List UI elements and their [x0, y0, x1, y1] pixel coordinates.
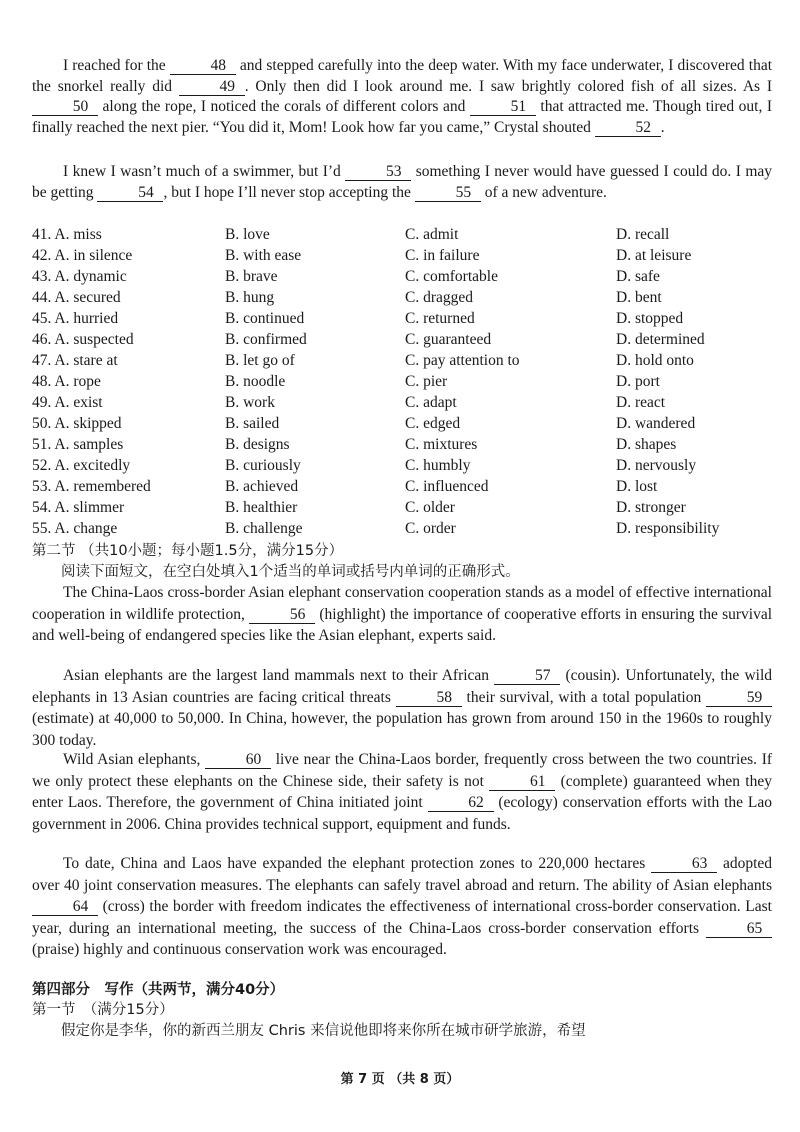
cloze-text: .: [660, 118, 665, 136]
cloze-paragraph-1: [32, 56, 772, 138]
option-c: C. pay attention to: [405, 352, 520, 369]
passage-text: (highlight) the importance of cooperative efforts in ensuring the survival and well-being of endangered species like the Asian elephant, experts said.: [32, 605, 773, 644]
option-row: [32, 476, 772, 497]
option-b: B. with ease: [225, 247, 302, 264]
passage-text: Asian elephants are the largest land mammals next to their African: [63, 667, 490, 684]
option-a: 52. A. excitedly: [32, 457, 131, 474]
cloze-paragraph-2: [32, 162, 772, 203]
cloze-text: of a new adventure.: [484, 183, 607, 201]
option-c: C. order: [405, 520, 456, 537]
cloze-text: that attracted me. Though tired out, I finally reached the next pier. “You did it, Mom! Look how far you came,” Crystal shouted: [32, 98, 773, 136]
option-row: [32, 350, 772, 371]
option-row: [32, 434, 772, 455]
option-d: D. recall: [616, 226, 670, 243]
option-row: [32, 245, 772, 266]
option-row: [32, 455, 772, 476]
option-b: B. love: [225, 226, 270, 243]
blank-61: 61: [489, 773, 555, 791]
option-c: C. older: [405, 499, 455, 516]
option-c: C. humbly: [405, 457, 471, 474]
passage-text: (praise) highly and continuous conservation work was encouraged.: [32, 941, 447, 958]
option-d: D. wandered: [616, 415, 696, 432]
passage-paragraph-2: [32, 665, 772, 751]
option-b: B. curiously: [225, 457, 301, 474]
option-d: D. port: [616, 373, 660, 390]
option-b: B. challenge: [225, 520, 303, 537]
option-row: [32, 392, 772, 413]
option-c: C. adapt: [405, 394, 457, 411]
passage-text: To date, China and Laos have expanded the elephant protection zones to 220,000 hectares: [63, 855, 646, 872]
cloze-text: . Only then did I look around me. I saw brightly colored fish of all sizes. As I: [244, 77, 772, 95]
option-row: [32, 518, 772, 539]
blank-53: 53: [345, 163, 411, 181]
answer-options: [32, 224, 772, 539]
passage-paragraph-1: [32, 582, 772, 647]
option-a: 42. A. in silence: [32, 247, 133, 264]
part4-section1: 第一节 （满分15分）: [32, 1002, 174, 1018]
option-row: [32, 287, 772, 308]
section2-heading: 第二节 （共10小题；每小题1.5分，满分15分）: [32, 543, 344, 559]
option-row: [32, 371, 772, 392]
option-d: D. stopped: [616, 310, 684, 327]
option-c: C. influenced: [405, 478, 489, 495]
blank-65: 65: [706, 920, 772, 938]
option-c: C. guaranteed: [405, 331, 492, 348]
page-footer: 第 7 页 （共 8 页）: [340, 1072, 460, 1087]
blank-52: 52: [595, 119, 661, 137]
passage-text: adopted over 40 joint conservation measures. The elephants can safely travel abroad and return. The ability of Asian elephants: [32, 855, 773, 894]
option-b: B. brave: [225, 268, 278, 285]
option-row: [32, 413, 772, 434]
cloze-text: I reached for the: [63, 57, 166, 74]
option-b: B. designs: [225, 436, 290, 453]
option-c: C. returned: [405, 310, 475, 327]
option-d: D. determined: [616, 331, 705, 348]
option-b: B. let go of: [225, 352, 295, 369]
part4-heading: 第四部分 写作（共两节，满分40分）: [32, 982, 285, 998]
option-c: C. in failure: [405, 247, 480, 264]
option-d: D. shapes: [616, 436, 677, 453]
passage-paragraph-4: [32, 853, 772, 961]
option-b: B. healthier: [225, 499, 298, 516]
option-d: D. hold onto: [616, 352, 694, 369]
option-d: D. responsibility: [616, 520, 720, 537]
passage-paragraph-3: [32, 749, 772, 835]
option-row: [32, 497, 772, 518]
option-c: C. mixtures: [405, 436, 478, 453]
option-c: C. admit: [405, 226, 459, 243]
blank-58: 58: [396, 689, 462, 707]
option-a: 46. A. suspected: [32, 331, 134, 348]
passage-text: (cousin). Unfortunately, the wild elephants in 13 Asian countries are facing critical threats: [32, 667, 773, 706]
section2-instruction: 阅读下面短文，在空白处填入1个适当的单词或括号内单词的正确形式。: [61, 564, 520, 580]
blank-55: 55: [415, 184, 481, 202]
option-a: 49. A. exist: [32, 394, 103, 411]
option-d: D. bent: [616, 289, 662, 306]
option-a: 44. A. secured: [32, 289, 121, 306]
passage-text: (ecology) conservation efforts with the Lao government in 2006. China provides technical support, equipment and funds.: [32, 794, 772, 833]
option-b: B. work: [225, 394, 275, 411]
passage-text: (cross) the border with freedom indicates the effectiveness of international cross-border conservation. Last year, during an international meeting, the success of the China-Laos cross-border conservation efforts: [32, 898, 772, 937]
option-row: [32, 224, 772, 245]
option-a: 45. A. hurried: [32, 310, 119, 327]
blank-48: 48: [170, 57, 236, 75]
option-d: D. nervously: [616, 457, 697, 474]
blank-54: 54: [97, 184, 163, 202]
option-row: [32, 329, 772, 350]
passage-text: live near the China-Laos border, frequently cross between the two countries. If we only protect these elephants on the Chinese side, their safety is not: [32, 751, 773, 790]
option-c: C. comfortable: [405, 268, 498, 285]
blank-56: 56: [249, 606, 315, 624]
option-a: 41. A. miss: [32, 226, 102, 243]
blank-59: 59: [706, 689, 772, 707]
passage-text: their survival, with a total population: [466, 688, 702, 706]
option-a: 47. A. stare at: [32, 352, 118, 369]
option-c: C. edged: [405, 415, 461, 432]
option-a: 50. A. skipped: [32, 415, 122, 432]
passage-text: (complete) guaranteed when they enter Laos. Therefore, the government of China initiated joint: [32, 772, 772, 811]
cloze-text: and stepped carefully into the deep water. With my face underwater, I discovered that the snorkel really did: [32, 57, 773, 95]
blank-49: 49: [179, 78, 245, 96]
option-a: 54. A. slimmer: [32, 499, 125, 516]
option-b: B. continued: [225, 310, 305, 327]
option-row: [32, 308, 772, 329]
option-a: 43. A. dynamic: [32, 268, 127, 285]
cloze-text: , but I hope I’ll never stop accepting the: [163, 183, 411, 201]
option-b: B. hung: [225, 289, 275, 306]
option-b: B. noodle: [225, 373, 286, 390]
blank-64: 64: [32, 898, 98, 916]
option-a: 55. A. change: [32, 520, 118, 537]
option-d: D. react: [616, 394, 666, 411]
option-row: [32, 266, 772, 287]
option-d: D. lost: [616, 478, 658, 495]
option-b: B. achieved: [225, 478, 299, 495]
option-d: D. at leisure: [616, 247, 692, 264]
blank-57: 57: [494, 667, 560, 685]
passage-text: The China-Laos cross-border Asian elephant conservation cooperation stands as a model of effective international cooperation in wildlife protection,: [32, 584, 772, 623]
writing-prompt: 假定你是李华，你的新西兰朋友 Chris 来信说他即将来你所在城市研学旅游，希望: [61, 1023, 586, 1039]
cloze-text: something I never would have guessed I could do. I may be getting: [32, 163, 773, 201]
blank-51: 51: [470, 98, 536, 116]
option-b: B. sailed: [225, 415, 280, 432]
blank-62: 62: [428, 794, 494, 812]
blank-60: 60: [205, 751, 271, 769]
option-a: 51. A. samples: [32, 436, 124, 453]
blank-63: 63: [651, 855, 717, 873]
cloze-text: along the rope, I noticed the corals of different colors and: [102, 98, 466, 116]
passage-text: (estimate) at 40,000 to 50,000. In China, however, the population has grown from around 150 in the 1960s to roughly 300 today.: [32, 710, 772, 749]
option-d: D. stronger: [616, 499, 686, 516]
blank-50: 50: [32, 98, 98, 116]
cloze-text: I knew I wasn’t much of a swimmer, but I’d: [63, 163, 341, 180]
passage-text: Wild Asian elephants,: [63, 751, 201, 768]
option-c: C. pier: [405, 373, 448, 390]
option-a: 48. A. rope: [32, 373, 101, 390]
option-a: 53. A. remembered: [32, 478, 151, 495]
option-b: B. confirmed: [225, 331, 307, 348]
option-d: D. safe: [616, 268, 660, 285]
option-c: C. dragged: [405, 289, 474, 306]
